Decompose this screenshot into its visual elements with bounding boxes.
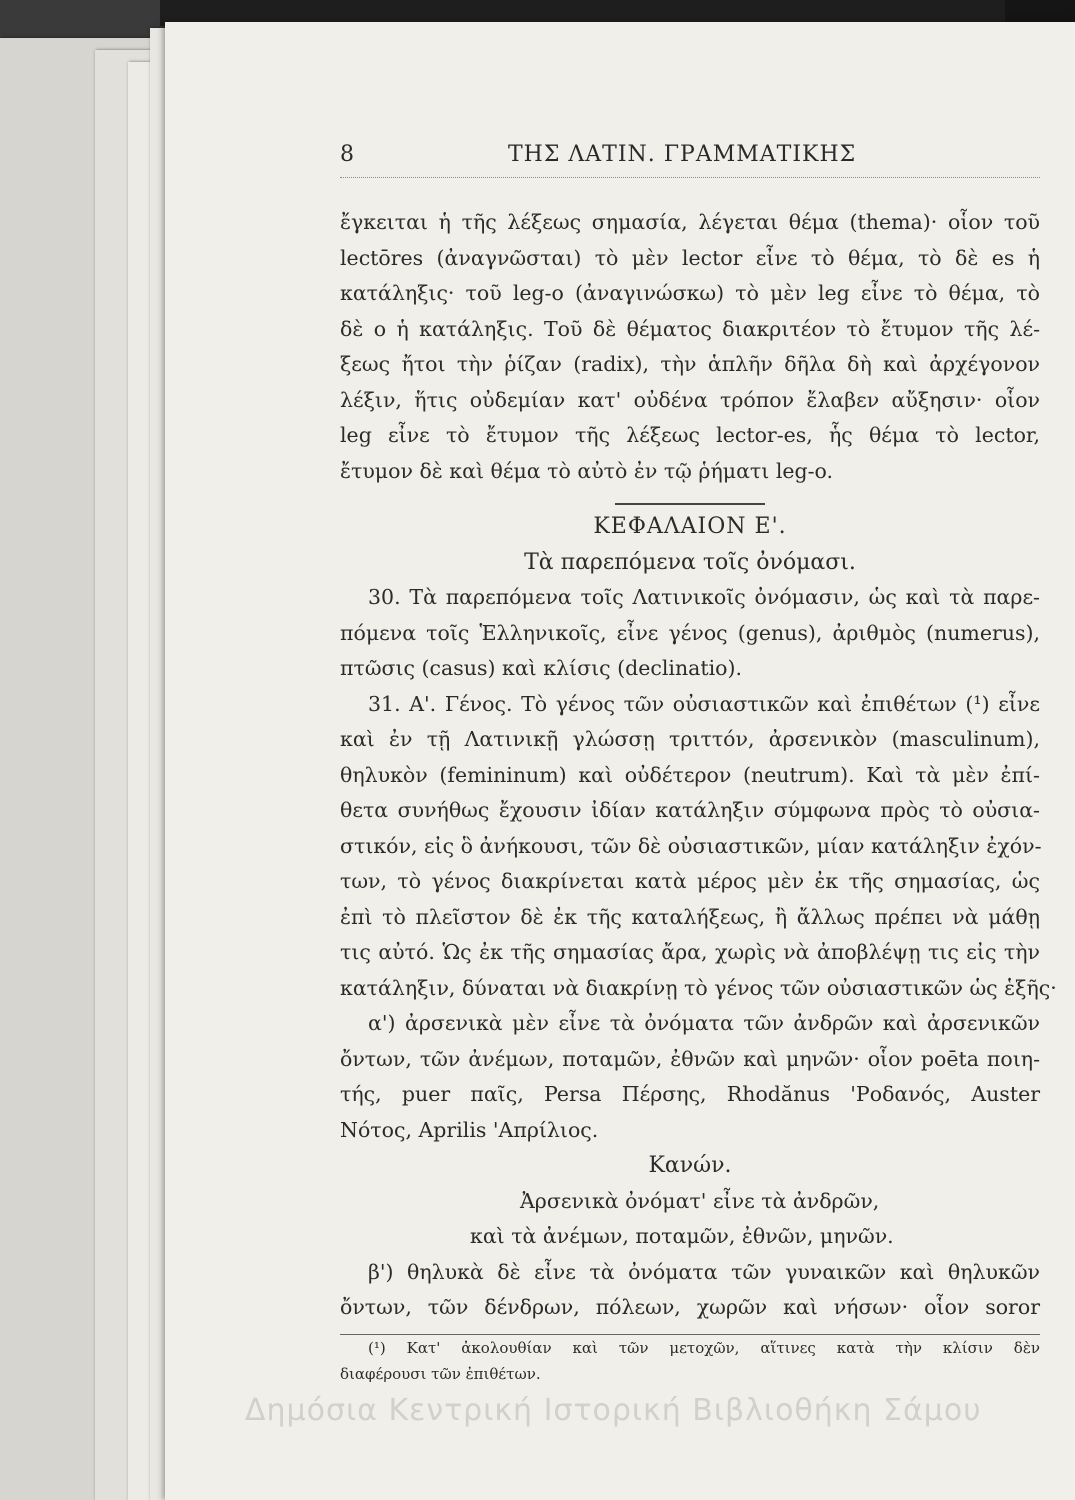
- paragraph-30: [340, 580, 1040, 687]
- chapter-title: ΚΕΦΑΛΑΙΟΝ Ε'.: [593, 514, 787, 539]
- text-line: τις αὐτό. Ὡς ἐκ τῆς σημασίας ἄρα, χωρὶς νὰ ἀποβλέψῃ τις εἰς τὴν: [340, 940, 1040, 964]
- text-line: α') ἀρσενικὰ μὲν εἶνε τὰ ὀνόματα τῶν ἀνδρῶν καὶ ἀρσενικῶν: [368, 1011, 1040, 1035]
- running-title: ΤΗΣ ΛΑΤΙΝ. ΓΡΑΜΜΑΤΙΚΗΣ: [508, 142, 857, 167]
- footnote-line: διαφέρουσι τῶν ἐπιθέτων.: [340, 1364, 541, 1383]
- verse-line: Ἀρσενικὰ ὀνόματ' εἶνε τὰ ἀνδρῶν,: [520, 1188, 880, 1213]
- running-header: [340, 142, 1050, 182]
- text-line: ἔτυμον δὲ καὶ θέμα τὸ αὐτὸ ἐν τῷ ῥήματι leg-o.: [340, 458, 834, 483]
- text-line: πτῶσις (casus) καὶ κλίσις (declinatio).: [340, 656, 743, 680]
- text-line: ἐπὶ τὸ πλεῖστον δὲ ἐκ τῆς καταλήξεως, ἢ ἄλλως πρέπει νὰ μάθῃ: [340, 904, 1040, 929]
- text-line: 31. Α'. Γένος. Τὸ γένος τῶν οὐσιαστικῶν καὶ ἐπιθέτων (¹) εἶνε: [368, 691, 1040, 716]
- text-line: κατάληξιν, δύναται νὰ διακρίνῃ τὸ γένος τῶν οὐσιαστικῶν ὡς ἑξῆς·: [340, 975, 1057, 1000]
- text-line: δὲ o ἡ κατάληξις. Τοῦ δὲ θέματος διακριτέον τὸ ἔτυμον τῆς λέ-: [340, 316, 1040, 341]
- footnote: [340, 1335, 1040, 1387]
- text-line: β') θηλυκὰ δὲ εἶνε τὰ ὀνόματα τῶν γυναικῶν καὶ θηλυκῶν: [368, 1259, 1040, 1284]
- text-line: θετα συνήθως ἔχουσιν ἰδίαν κατάληξιν σύμφωνα πρὸς τὸ οὐσια-: [340, 798, 1040, 822]
- footnote-line: (¹) Κατ' ἀκολουθίαν καὶ τῶν μετοχῶν, αἵτινες κατὰ τὴν κλίσιν δὲν: [368, 1338, 1040, 1357]
- paragraph-31: [340, 687, 1057, 1149]
- paragraph-feminine: [340, 1255, 1040, 1326]
- body-text: [340, 205, 1057, 1387]
- text-line: lectōres (ἀναγνῶσται) τὸ μὲν lector εἶνε τὸ θέμα, τὸ δὲ es ἡ: [340, 245, 1040, 270]
- text-line: Νότος, Aprilis 'Απρίλιος.: [340, 1117, 599, 1142]
- text-line: ὄντων, τῶν δένδρων, πόλεων, χωρῶν καὶ νήσων· οἷον soror: [340, 1295, 1040, 1319]
- chapter-subtitle: Τὰ παρεπόμενα τοῖς ὀνόμασι.: [524, 549, 856, 575]
- text-line: καὶ ἐν τῇ Λατινικῇ γλώσσῃ τριττόν, ἀρσενικὸν (masculinum),: [340, 727, 1040, 751]
- text-line: 30. Τὰ παρεπόμενα τοῖς Λατινικοῖς ὀνόμασιν, ὡς καὶ τὰ παρε-: [368, 585, 1040, 609]
- paragraph-thema: [340, 205, 1040, 489]
- library-watermark: Δημόσια Κεντρική Ιστορική Βιβλιοθήκη Σάμου: [245, 1393, 982, 1428]
- text-line: κατάληξις· τοῦ leg-o (ἀναγινώσκω) τὸ μὲν leg εἶνε τὸ θέμα, τὸ: [340, 281, 1040, 305]
- text-line: ξεως ἤτοι τὴν ῥίζαν (radix), τὴν ἁπλῆν δῆλα δὴ καὶ ἀρχέγονον: [340, 352, 1040, 376]
- text-line: πόμενα τοῖς Ἑλληνικοῖς, εἶνε γένος (genus), ἀριθμὸς (numerus),: [340, 620, 1040, 645]
- verse-line: καὶ τὰ ἀνέμων, ποταμῶν, ἐθνῶν, μηνῶν.: [470, 1224, 894, 1248]
- text-line: θηλυκὸν (femininum) καὶ οὐδέτερον (neutrum). Καὶ τὰ μὲν ἐπί-: [340, 762, 1040, 787]
- text-line: λέξιν, ἥτις οὐδεμίαν κατ' οὐδένα τρόπον ἔλαβεν αὔξησιν· οἷον: [340, 387, 1040, 412]
- text-line: των, τὸ γένος διακρίνεται κατὰ μέρος μὲν ἐκ τῆς σημασίας, ὡς: [340, 869, 1040, 893]
- text-line: leg εἶνε τὸ ἔτυμον τῆς λέξεως lector-es, ἧς θέμα τὸ lector,: [340, 423, 1040, 447]
- text-line: στικόν, εἰς ὃ ἀνήκουσι, τῶν δὲ οὐσιαστικῶν, μίαν κατάληξιν ἐχόν-: [340, 833, 1042, 858]
- text-line: τής, puer παῖς, Persa Πέρσης, Rhodănus 'Ροδανός, Auster: [340, 1082, 1040, 1106]
- chapter-rule: [615, 503, 765, 505]
- page-number: 8: [340, 142, 354, 167]
- rule-heading: Κανών.: [648, 1153, 732, 1178]
- header-rule: [340, 177, 1040, 178]
- text-line: ἔγκειται ἡ τῆς λέξεως σημασία, λέγεται θέμα (thema)· οἷον τοῦ: [340, 210, 1040, 234]
- text-line: ὄντων, τῶν ἀνέμων, ποταμῶν, ἐθνῶν καὶ μηνῶν· οἷον poēta ποιη-: [340, 1046, 1040, 1071]
